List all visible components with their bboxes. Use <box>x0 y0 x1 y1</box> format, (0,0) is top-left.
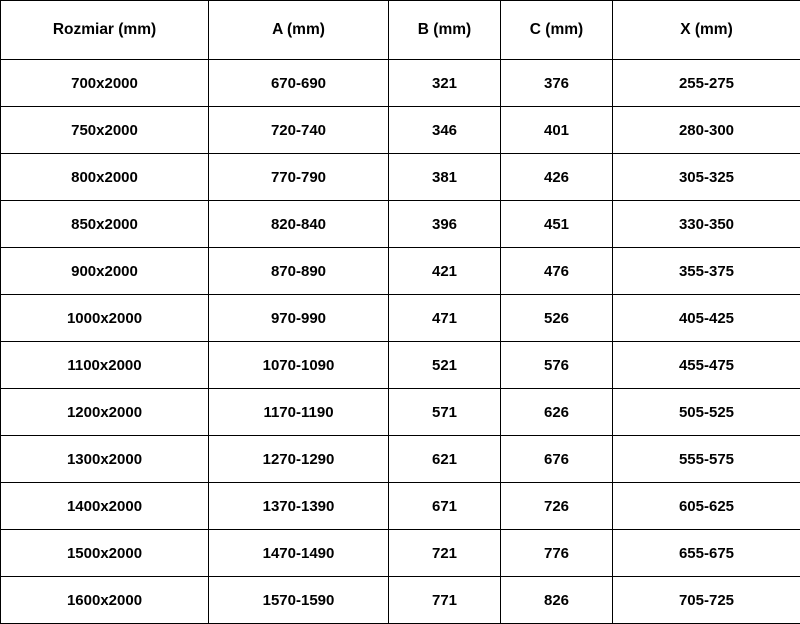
cell-a: 820-840 <box>209 201 389 248</box>
cell-c: 376 <box>501 60 613 107</box>
cell-rozmiar: 1200x2000 <box>1 389 209 436</box>
cell-c: 626 <box>501 389 613 436</box>
table-row <box>1 342 800 389</box>
cell-b: 346 <box>389 107 501 154</box>
table-row <box>1 577 800 624</box>
cell-b: 571 <box>389 389 501 436</box>
cell-b: 771 <box>389 577 501 624</box>
cell-b: 471 <box>389 295 501 342</box>
column-header-a: A (mm) <box>209 1 389 60</box>
cell-x: 330-350 <box>613 201 800 248</box>
cell-b: 321 <box>389 60 501 107</box>
cell-a: 1270-1290 <box>209 436 389 483</box>
cell-a: 1470-1490 <box>209 530 389 577</box>
cell-rozmiar: 750x2000 <box>1 107 209 154</box>
cell-b: 396 <box>389 201 501 248</box>
table-row <box>1 201 800 248</box>
cell-c: 726 <box>501 483 613 530</box>
cell-a: 720-740 <box>209 107 389 154</box>
cell-b: 621 <box>389 436 501 483</box>
table-header <box>1 1 800 60</box>
cell-c: 776 <box>501 530 613 577</box>
cell-x: 655-675 <box>613 530 800 577</box>
cell-a: 1170-1190 <box>209 389 389 436</box>
cell-x: 505-525 <box>613 389 800 436</box>
cell-b: 721 <box>389 530 501 577</box>
cell-x: 605-625 <box>613 483 800 530</box>
cell-a: 1370-1390 <box>209 483 389 530</box>
cell-rozmiar: 850x2000 <box>1 201 209 248</box>
table-body <box>1 60 800 624</box>
cell-c: 426 <box>501 154 613 201</box>
column-header-c: C (mm) <box>501 1 613 60</box>
cell-b: 671 <box>389 483 501 530</box>
cell-rozmiar: 1000x2000 <box>1 295 209 342</box>
table-row <box>1 154 800 201</box>
column-header-rozmiar: Rozmiar (mm) <box>1 1 209 60</box>
cell-b: 381 <box>389 154 501 201</box>
table-row <box>1 248 800 295</box>
cell-rozmiar: 800x2000 <box>1 154 209 201</box>
cell-a: 770-790 <box>209 154 389 201</box>
cell-rozmiar: 1100x2000 <box>1 342 209 389</box>
table-header-row <box>1 1 800 60</box>
cell-x: 705-725 <box>613 577 800 624</box>
table-row <box>1 60 800 107</box>
column-header-x: X (mm) <box>613 1 800 60</box>
table-row <box>1 389 800 436</box>
cell-x: 405-425 <box>613 295 800 342</box>
cell-b: 521 <box>389 342 501 389</box>
cell-c: 526 <box>501 295 613 342</box>
cell-c: 476 <box>501 248 613 295</box>
cell-c: 451 <box>501 201 613 248</box>
table-row <box>1 530 800 577</box>
cell-a: 970-990 <box>209 295 389 342</box>
cell-rozmiar: 700x2000 <box>1 60 209 107</box>
cell-a: 670-690 <box>209 60 389 107</box>
cell-rozmiar: 1300x2000 <box>1 436 209 483</box>
cell-x: 255-275 <box>613 60 800 107</box>
cell-c: 676 <box>501 436 613 483</box>
table-row <box>1 107 800 154</box>
table-row <box>1 295 800 342</box>
column-header-b: B (mm) <box>389 1 501 60</box>
cell-x: 355-375 <box>613 248 800 295</box>
table-row <box>1 436 800 483</box>
cell-a: 1570-1590 <box>209 577 389 624</box>
cell-x: 305-325 <box>613 154 800 201</box>
cell-c: 401 <box>501 107 613 154</box>
cell-rozmiar: 1400x2000 <box>1 483 209 530</box>
cell-c: 576 <box>501 342 613 389</box>
cell-a: 1070-1090 <box>209 342 389 389</box>
cell-x: 555-575 <box>613 436 800 483</box>
cell-rozmiar: 1600x2000 <box>1 577 209 624</box>
cell-b: 421 <box>389 248 501 295</box>
cell-a: 870-890 <box>209 248 389 295</box>
cell-rozmiar: 1500x2000 <box>1 530 209 577</box>
cell-x: 455-475 <box>613 342 800 389</box>
cell-x: 280-300 <box>613 107 800 154</box>
cell-c: 826 <box>501 577 613 624</box>
table-row <box>1 483 800 530</box>
cell-rozmiar: 900x2000 <box>1 248 209 295</box>
